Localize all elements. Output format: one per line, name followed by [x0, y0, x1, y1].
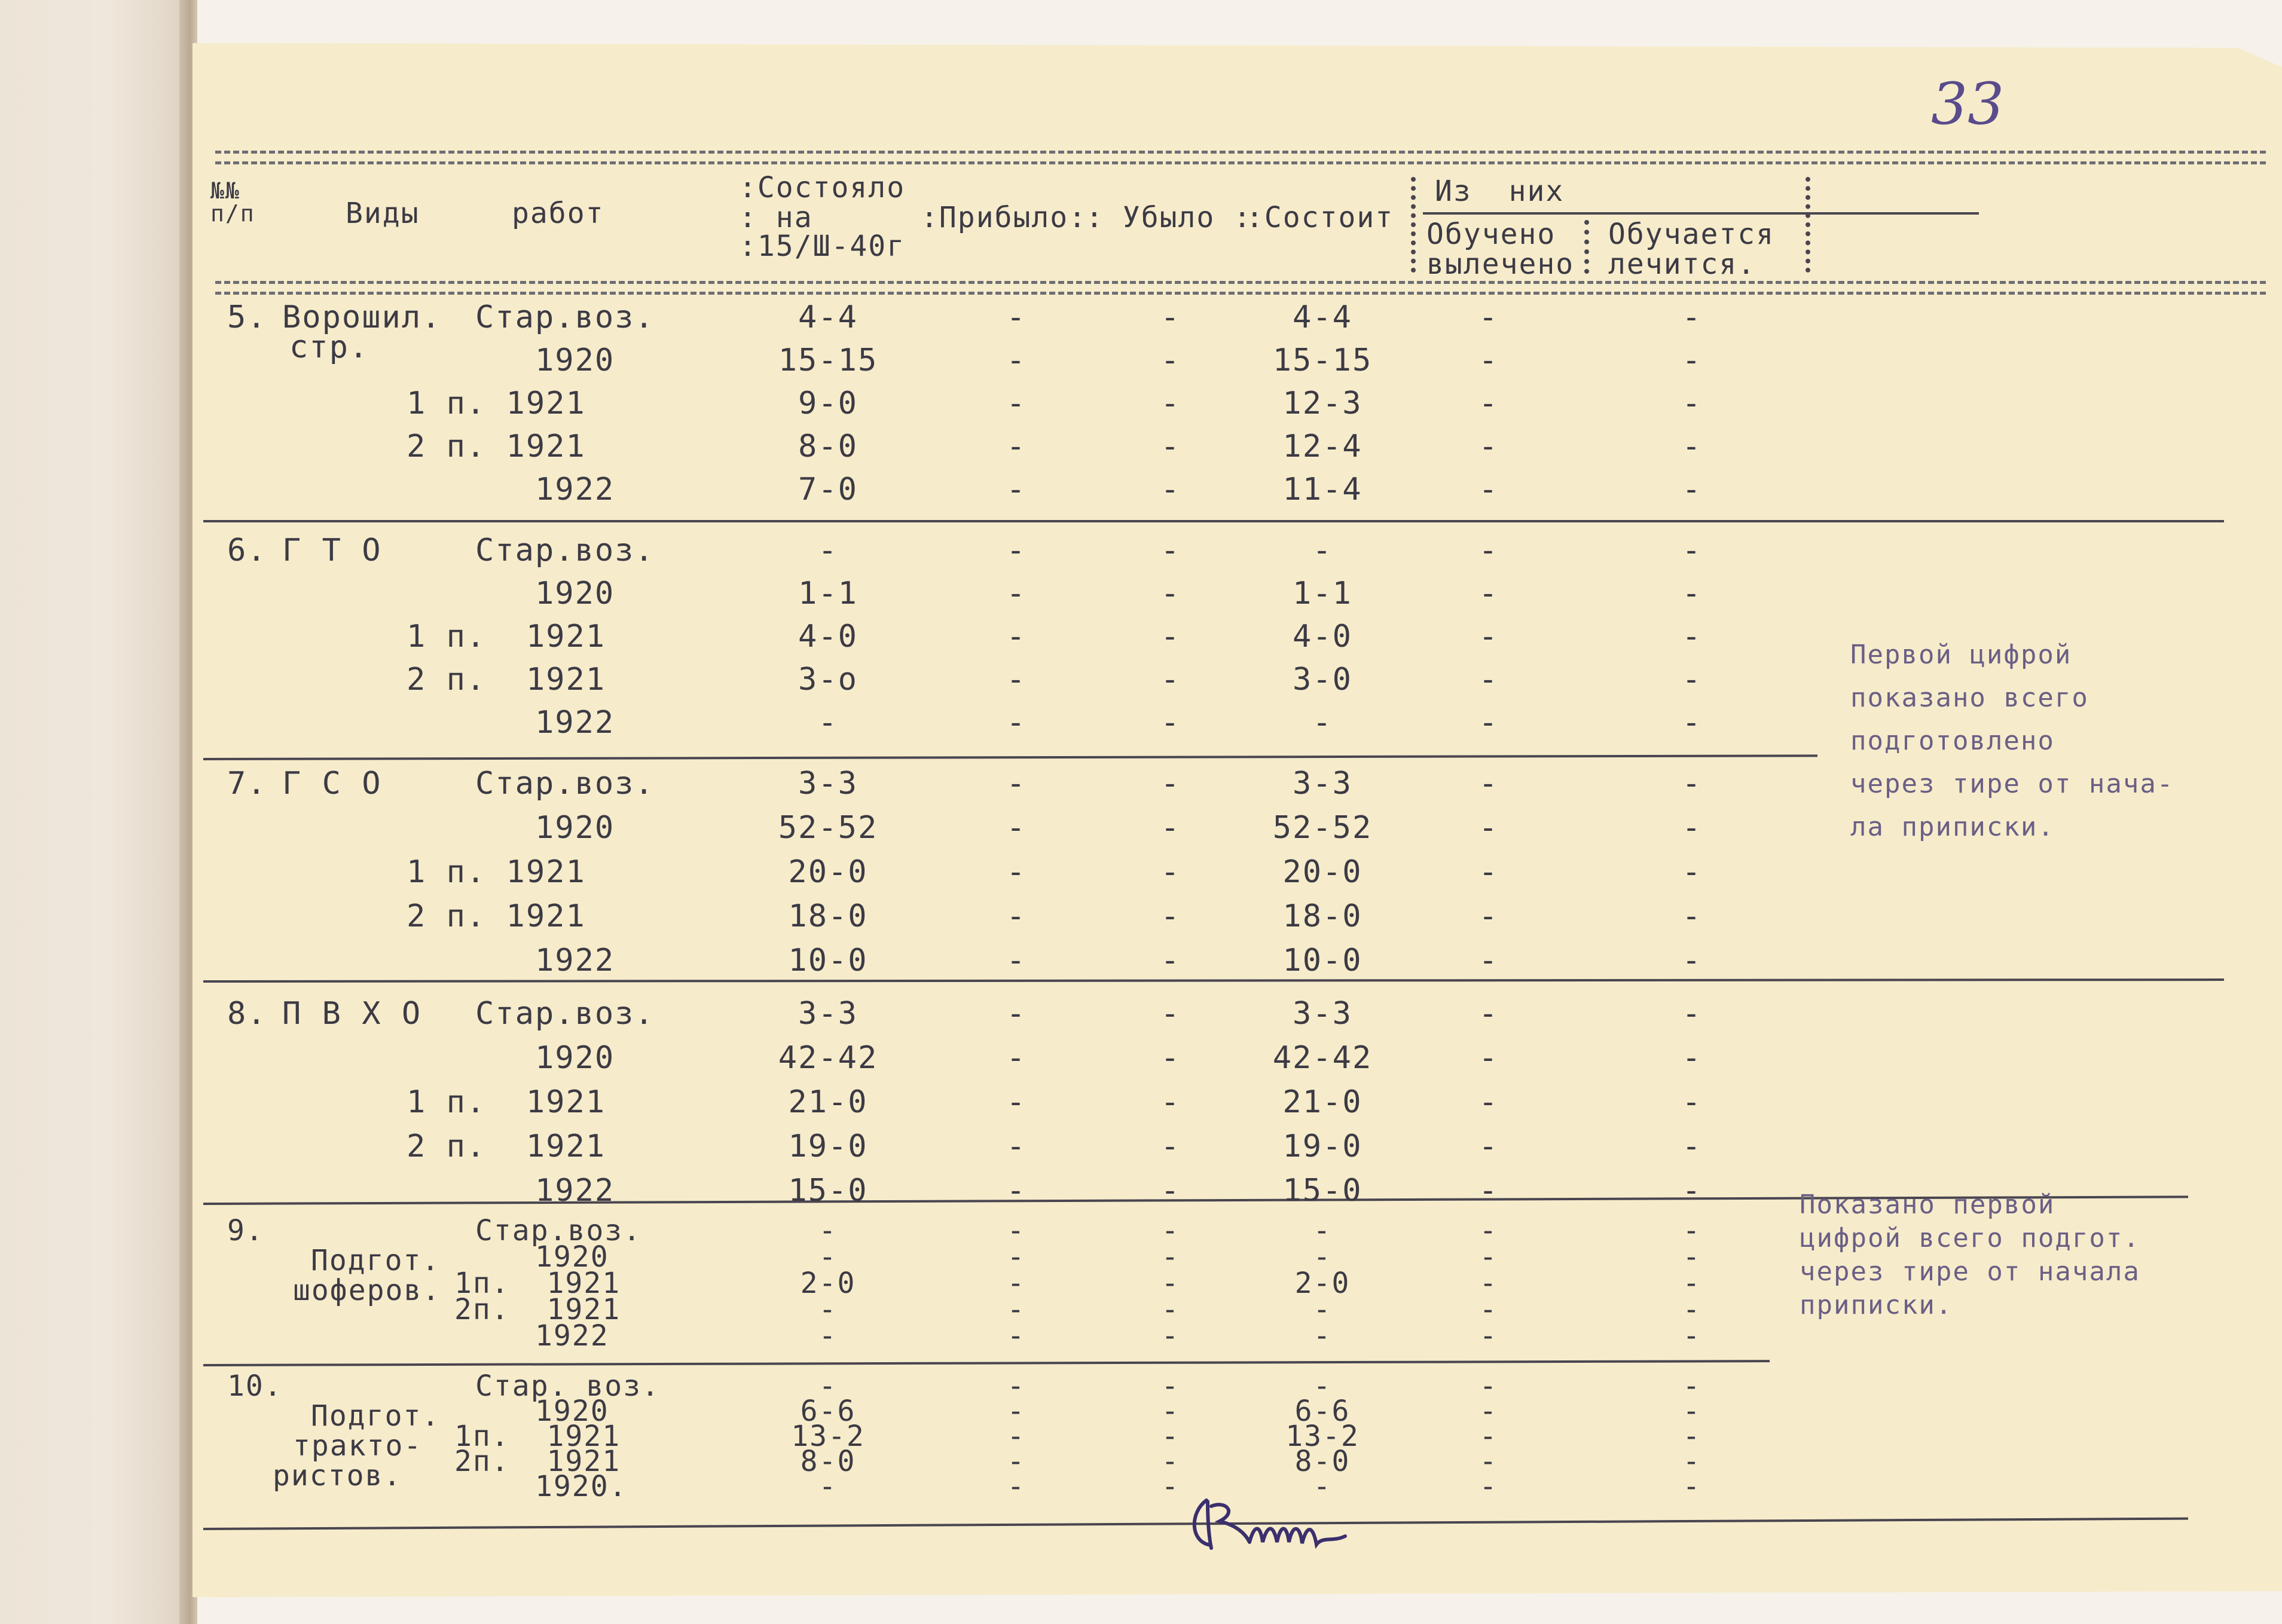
cell-trained: - [1478, 662, 1499, 698]
cell-now: 52-52 [1272, 810, 1373, 846]
cell-arrived: - [1006, 943, 1027, 978]
cell-was: 21-0 [788, 1084, 868, 1120]
cell-was: 7-0 [798, 472, 858, 507]
cell-training: - [1682, 996, 1702, 1032]
cell-training: - [1682, 705, 1702, 741]
row-label: 1 п. 1921 [407, 386, 586, 421]
header-bottom-rule [215, 281, 2266, 284]
cell-left: - [1160, 854, 1181, 890]
cell-trained: - [1478, 429, 1499, 464]
cell-training: - [1682, 1084, 1702, 1120]
cell-was: - [818, 1319, 838, 1353]
cell-training: - [1682, 766, 1702, 802]
cell-now: 3-3 [1293, 766, 1352, 802]
cell-now: 4-4 [1293, 299, 1352, 335]
section-number: 6. [227, 533, 267, 568]
row-label: 1920 [535, 576, 615, 611]
section-name-line3: ристов. [273, 1459, 402, 1493]
cell-now: - [1313, 1240, 1332, 1274]
cell-trained: - [1478, 1084, 1499, 1120]
header-divider [1584, 220, 1589, 274]
cell-arrived: - [1007, 1420, 1026, 1453]
header-kind-col: Виды [346, 197, 420, 230]
cell-was: 4-4 [798, 299, 858, 335]
cell-trained: - [1478, 386, 1499, 421]
cell-left: - [1160, 705, 1181, 741]
cell-was: 8-0 [800, 1445, 856, 1478]
cell-left: - [1160, 576, 1181, 611]
cell-was: 3-3 [798, 766, 858, 802]
footnote-section-6-7: Первой цифрой показано всего подготовлено через тире от нача- ла приписки. [1850, 640, 2174, 842]
cell-training: - [1682, 1128, 1702, 1164]
section-number: 5. [227, 299, 267, 335]
cell-now: 15-0 [1282, 1173, 1363, 1209]
cell-left: - [1160, 810, 1181, 846]
section-name: Г С О [282, 766, 382, 802]
cell-was: 3-о [798, 662, 858, 698]
cell-now: 15-15 [1272, 342, 1373, 378]
row-label: 1922 [535, 472, 615, 507]
cell-was: 20-0 [788, 854, 868, 890]
cell-trained: - [1478, 1040, 1499, 1076]
cell-training: - [1682, 810, 1702, 846]
cell-left: - [1161, 1420, 1180, 1453]
cell-left: - [1160, 342, 1181, 378]
cell-left: - [1160, 299, 1181, 335]
cell-training: - [1682, 1293, 1701, 1326]
cell-trained: - [1478, 854, 1499, 890]
cell-arrived: - [1006, 576, 1027, 611]
cell-arrived: - [1006, 533, 1027, 568]
section-name-line2: шоферов. [293, 1274, 441, 1307]
cell-now: 2-0 [1294, 1267, 1351, 1300]
section-name: Г Т О [282, 533, 382, 568]
row-label: 2 п. 1921 [407, 662, 606, 698]
header-kind-col-2: работ [512, 197, 604, 230]
row-label: Стар.воз. [475, 299, 655, 335]
row-label: 1 п. 1921 [407, 1084, 606, 1120]
cell-trained: - [1478, 619, 1499, 655]
section-number: 10. [227, 1369, 283, 1403]
row-label: 1922 [535, 705, 615, 741]
cell-training: - [1682, 429, 1702, 464]
header-top-rule-2 [215, 161, 2266, 164]
cell-was: - [818, 533, 838, 568]
of-them-underline [1423, 212, 1979, 215]
cell-training: - [1682, 386, 1702, 421]
row-label: Стар.воз. [475, 1214, 642, 1247]
header-left: : Убыло : [1086, 201, 1252, 234]
cell-was: - [818, 1369, 838, 1403]
cell-training: - [1682, 472, 1702, 507]
cell-left: - [1161, 1319, 1180, 1353]
row-label: 1 п. 1921 [407, 854, 586, 890]
cell-left: - [1160, 533, 1181, 568]
row-label: Стар.воз. [475, 766, 655, 802]
cell-now: 12-4 [1282, 429, 1363, 464]
header-trained-2: вылечено [1426, 247, 1575, 281]
row-label: 1920 [535, 1394, 609, 1428]
cell-left: - [1160, 429, 1181, 464]
cell-was: 15-0 [788, 1173, 868, 1209]
row-label: 2п. 1921 [454, 1293, 621, 1326]
cell-now: 20-0 [1282, 854, 1363, 890]
cell-training: - [1682, 1173, 1702, 1209]
cell-left: - [1161, 1470, 1180, 1503]
section-name-line2: тракто- [293, 1429, 423, 1463]
cell-left: - [1160, 472, 1181, 507]
row-label: 1п. 1921 [454, 1267, 621, 1300]
cell-arrived: - [1007, 1394, 1026, 1428]
row-label: 1920. [535, 1470, 628, 1503]
row-label: 1920 [535, 1240, 609, 1274]
cell-now: - [1312, 533, 1333, 568]
cell-trained: - [1479, 1420, 1498, 1453]
cell-now: 42-42 [1272, 1040, 1373, 1076]
cell-now: 1-1 [1293, 576, 1352, 611]
cell-trained: - [1479, 1240, 1498, 1274]
cell-training: - [1682, 1420, 1701, 1453]
cell-now: - [1312, 705, 1333, 741]
cell-training: - [1682, 619, 1702, 655]
handwritten-signature [1184, 1488, 1363, 1554]
cell-was: - [818, 1214, 838, 1247]
cell-left: - [1160, 1128, 1181, 1164]
cell-arrived: - [1006, 1173, 1027, 1209]
cell-trained: - [1478, 766, 1499, 802]
cell-arrived: - [1006, 1128, 1027, 1164]
section-name: П В Х О [282, 996, 422, 1032]
cell-arrived: - [1006, 1084, 1027, 1120]
cell-training: - [1682, 1319, 1701, 1353]
cell-arrived: - [1007, 1293, 1026, 1326]
cell-training: - [1682, 1240, 1701, 1274]
cell-left: - [1160, 662, 1181, 698]
cell-now: 12-3 [1282, 386, 1363, 421]
cell-left: - [1160, 943, 1181, 978]
header-arrived: :Прибыло: [921, 201, 1087, 234]
cell-trained: - [1478, 472, 1499, 507]
cell-trained: - [1479, 1394, 1498, 1428]
cell-trained: - [1479, 1293, 1498, 1326]
section-number: 9. [227, 1214, 264, 1247]
cell-now: - [1313, 1214, 1332, 1247]
cell-now: 13-2 [1285, 1420, 1360, 1453]
header-was-2: : на [739, 201, 813, 234]
cell-trained: - [1478, 943, 1499, 978]
header-trained-1: Обучено [1426, 218, 1556, 251]
cell-was: - [818, 1293, 838, 1326]
cell-was: 6-6 [800, 1394, 856, 1428]
cell-left: - [1160, 766, 1181, 802]
cell-arrived: - [1006, 810, 1027, 846]
row-label: 2 п. 1921 [407, 898, 586, 934]
cell-left: - [1160, 996, 1181, 1032]
cell-was: 52-52 [778, 810, 878, 846]
cell-trained: - [1478, 1128, 1499, 1164]
cell-left: - [1161, 1240, 1180, 1274]
cell-training: - [1682, 898, 1702, 934]
section-name: Подгот. [311, 1399, 441, 1433]
cell-training: - [1682, 1394, 1701, 1428]
row-label: 2п. 1921 [454, 1445, 621, 1478]
cell-left: - [1161, 1293, 1180, 1326]
cell-training: - [1682, 576, 1702, 611]
cell-left: - [1161, 1369, 1180, 1403]
header-training-2: лечится. [1608, 247, 1756, 281]
row-label: Стар.воз. [475, 533, 655, 568]
cell-was: 1-1 [798, 576, 858, 611]
cell-arrived: - [1007, 1267, 1026, 1300]
cell-trained: - [1479, 1470, 1498, 1503]
cell-now: - [1313, 1293, 1332, 1326]
row-label: 1920 [535, 342, 615, 378]
cell-trained: - [1478, 1173, 1499, 1209]
cell-trained: - [1479, 1369, 1498, 1403]
binding-margin [0, 0, 197, 1624]
section-name: Подгот. [311, 1244, 441, 1277]
section-rule [203, 520, 2224, 522]
cell-now: 18-0 [1282, 898, 1363, 934]
cell-arrived: - [1006, 429, 1027, 464]
cell-was: - [818, 1240, 838, 1274]
cell-arrived: - [1007, 1214, 1026, 1247]
header-divider [1806, 177, 1810, 273]
cell-arrived: - [1007, 1470, 1026, 1503]
cell-was: 15-15 [778, 342, 878, 378]
cell-left: - [1161, 1394, 1180, 1428]
cell-now: 4-0 [1293, 619, 1352, 655]
cell-arrived: - [1006, 898, 1027, 934]
cell-training: - [1682, 533, 1702, 568]
cell-was: 2-0 [800, 1267, 856, 1300]
section-name-line2: стр. [289, 329, 369, 365]
section-name: Ворошил. [282, 299, 442, 335]
cell-trained: - [1478, 533, 1499, 568]
cell-arrived: - [1006, 386, 1027, 421]
cell-arrived: - [1006, 854, 1027, 890]
header-now: :Состоит [1246, 201, 1394, 234]
cell-training: - [1682, 299, 1702, 335]
cell-arrived: - [1006, 766, 1027, 802]
cell-arrived: - [1006, 342, 1027, 378]
row-label: 1920 [535, 810, 615, 846]
row-label: Стар.воз. [475, 996, 655, 1032]
cell-left: - [1160, 1084, 1181, 1120]
cell-was: 8-0 [798, 429, 858, 464]
cell-now: 8-0 [1294, 1445, 1351, 1478]
cell-arrived: - [1006, 996, 1027, 1032]
cell-trained: - [1478, 299, 1499, 335]
cell-was: 18-0 [788, 898, 868, 934]
header-was-3: :15/Ш-40г [739, 230, 906, 263]
cell-training: - [1682, 943, 1702, 978]
footnote-section-9: Показано первой цифрой всего подгот. через тире от начала приписки. [1800, 1189, 2140, 1320]
section-number: 7. [227, 766, 267, 802]
cell-was: 9-0 [798, 386, 858, 421]
cell-arrived: - [1007, 1369, 1026, 1403]
cell-arrived: - [1006, 662, 1027, 698]
row-label: 1922 [535, 1173, 615, 1209]
cell-was: 10-0 [788, 943, 868, 978]
header-top-rule [215, 151, 2266, 154]
row-label: 2 п. 1921 [407, 429, 586, 464]
cell-training: - [1682, 1470, 1701, 1503]
row-label: 1922 [535, 1319, 609, 1353]
cell-arrived: - [1006, 299, 1027, 335]
cell-now: - [1313, 1369, 1332, 1403]
cell-now: - [1313, 1470, 1332, 1503]
cell-training: - [1682, 1267, 1701, 1300]
row-label: 2 п. 1921 [407, 1128, 606, 1164]
cell-training: - [1682, 662, 1702, 698]
cell-trained: - [1478, 342, 1499, 378]
cell-was: 3-3 [798, 996, 858, 1032]
cell-left: - [1160, 619, 1181, 655]
cell-training: - [1682, 1214, 1701, 1247]
row-label: 1 п. 1921 [407, 619, 606, 655]
cell-now: 11-4 [1282, 472, 1363, 507]
cell-arrived: - [1006, 1040, 1027, 1076]
cell-training: - [1682, 342, 1702, 378]
cell-left: - [1160, 386, 1181, 421]
row-label: 1922 [535, 943, 615, 978]
cell-trained: - [1478, 996, 1499, 1032]
cell-left: - [1161, 1267, 1180, 1300]
cell-trained: - [1478, 705, 1499, 741]
cell-now: 6-6 [1294, 1394, 1351, 1428]
header-bottom-rule-2 [215, 292, 2266, 295]
cell-now: 19-0 [1282, 1128, 1363, 1164]
cell-trained: - [1479, 1267, 1498, 1300]
cell-arrived: - [1007, 1319, 1026, 1353]
cell-now: 10-0 [1282, 943, 1363, 978]
cell-was: - [818, 1470, 838, 1503]
cell-trained: - [1478, 898, 1499, 934]
row-label: 1п. 1921 [454, 1420, 621, 1453]
cell-now: 21-0 [1282, 1084, 1363, 1120]
cell-was: 13-2 [791, 1420, 865, 1453]
cell-trained: - [1479, 1445, 1498, 1478]
cell-trained: - [1478, 810, 1499, 846]
row-label: Стар. воз. [475, 1369, 660, 1403]
header-divider [1411, 177, 1416, 273]
header-num-col: №№ п/п [210, 178, 255, 227]
cell-trained: - [1479, 1319, 1498, 1353]
cell-training: - [1682, 1369, 1701, 1403]
cell-now: - [1313, 1319, 1332, 1353]
cell-now: 3-0 [1293, 662, 1352, 698]
cell-training: - [1682, 854, 1702, 890]
cell-trained: - [1478, 576, 1499, 611]
cell-training: - [1682, 1040, 1702, 1076]
cell-was: 4-0 [798, 619, 858, 655]
cell-arrived: - [1006, 705, 1027, 741]
cell-left: - [1161, 1214, 1180, 1247]
cell-was: - [818, 705, 838, 741]
cell-arrived: - [1006, 472, 1027, 507]
cell-arrived: - [1007, 1445, 1026, 1478]
cell-arrived: - [1006, 619, 1027, 655]
cell-was: 42-42 [778, 1040, 878, 1076]
cell-was: 19-0 [788, 1128, 868, 1164]
page-number: 33 [1931, 71, 2005, 137]
cell-now: 3-3 [1293, 996, 1352, 1032]
row-label: 1920 [535, 1040, 615, 1076]
cell-arrived: - [1007, 1240, 1026, 1274]
header-training-1: Обучается [1608, 218, 1775, 251]
cell-trained: - [1479, 1214, 1498, 1247]
header-was-1: :Состояло [739, 171, 906, 204]
cell-left: - [1160, 1040, 1181, 1076]
cell-left: - [1160, 898, 1181, 934]
section-number: 8. [227, 996, 267, 1032]
cell-training: - [1682, 1445, 1701, 1478]
header-of-them: Из них [1435, 175, 1565, 208]
cell-left: - [1160, 1173, 1181, 1209]
cell-left: - [1161, 1445, 1180, 1478]
